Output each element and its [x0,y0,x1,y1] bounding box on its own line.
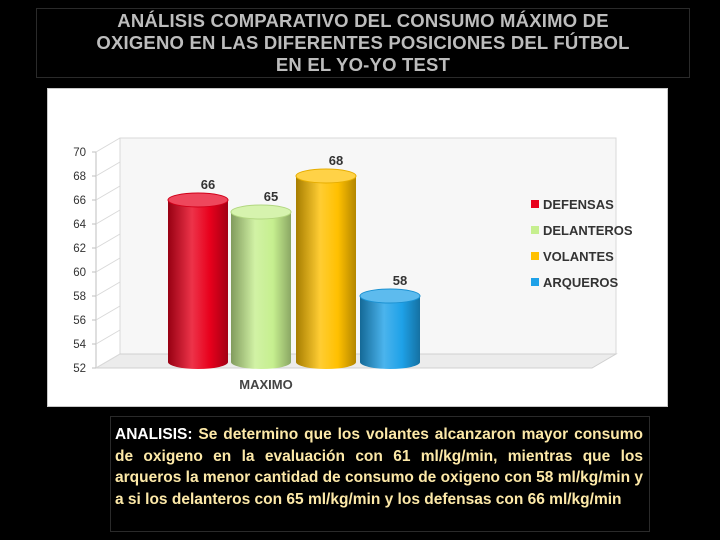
y-tick-label: 68 [73,171,86,183]
x-axis-label: MAXIMO [239,377,293,392]
y-gridline-side [96,186,120,200]
slide-title-box [36,8,690,78]
y-gridline-side [96,306,120,320]
slide-title [96,10,629,76]
chart-container [47,88,668,407]
bar-body [360,296,420,369]
bar-top [296,169,356,183]
legend-swatch-arqueros [531,278,539,286]
bar-body [231,212,291,369]
bar-body [296,176,356,369]
bar-defensas [168,193,228,369]
data-label-volantes: 68 [328,153,344,168]
y-tick-label: 56 [73,315,86,327]
slide-title-line-1: ANÁLISIS COMPARATIVO DEL CONSUMO MÁXIMO DE [117,10,609,31]
bar-volantes [296,169,356,369]
y-tick-label: 60 [73,267,86,279]
bar-body [168,200,228,369]
bar-top [168,193,228,207]
y-tick-label: 62 [73,243,86,255]
data-label-arqueros: 58 [392,273,408,288]
y-tick-label: 70 [73,147,86,159]
y-tick-label: 52 [73,363,86,375]
y-gridline-side [96,162,120,176]
legend-label-delanteros: DELANTEROS [543,223,633,238]
y-gridline-side [96,138,120,152]
legend-swatch-volantes [531,252,539,260]
y-gridline-side [96,234,120,248]
legend-label-defensas: DEFENSAS [543,197,614,212]
bar-arqueros [360,289,420,369]
bar-delanteros [231,205,291,369]
analysis-label: ANALISIS: [115,426,193,443]
legend-label-volantes: VOLANTES [543,249,614,264]
bar-top [360,289,420,303]
y-tick-label: 64 [73,219,86,231]
data-label-delanteros: 65 [263,189,279,204]
y-gridline-side [96,282,120,296]
analysis-text: Se determino que los volantes alcanzaron mayor consumo de oxigeno en la evaluación con 61 ml/kg/min, mientras que los arqueros la menor cantidad de consumo de oxigeno con 58 ml/kg/min y a si los delanteros con 65 ml/kg/min y los defensas con 66 ml/kg/min [115,426,643,508]
legend-label-arqueros: ARQUEROS [543,275,619,290]
slide-title-line-2: OXIGENO EN LAS DIFERENTES POSICIONES DEL FÚTBOL [96,32,630,53]
y-tick-label: 58 [73,291,86,303]
analysis-box [110,416,650,532]
bar-top [231,205,291,219]
y-gridline-side [96,330,120,344]
slide-title-line-3: EN EL YO-YO TEST [275,54,451,75]
y-tick-label: 66 [73,195,86,207]
y-tick-label: 54 [73,339,86,351]
legend-swatch-defensas [531,200,539,208]
bar-chart [48,89,667,406]
y-gridline-side [96,258,120,272]
legend-swatch-delanteros [531,226,539,234]
y-gridline-side [96,210,120,224]
data-label-defensas: 66 [200,177,216,192]
